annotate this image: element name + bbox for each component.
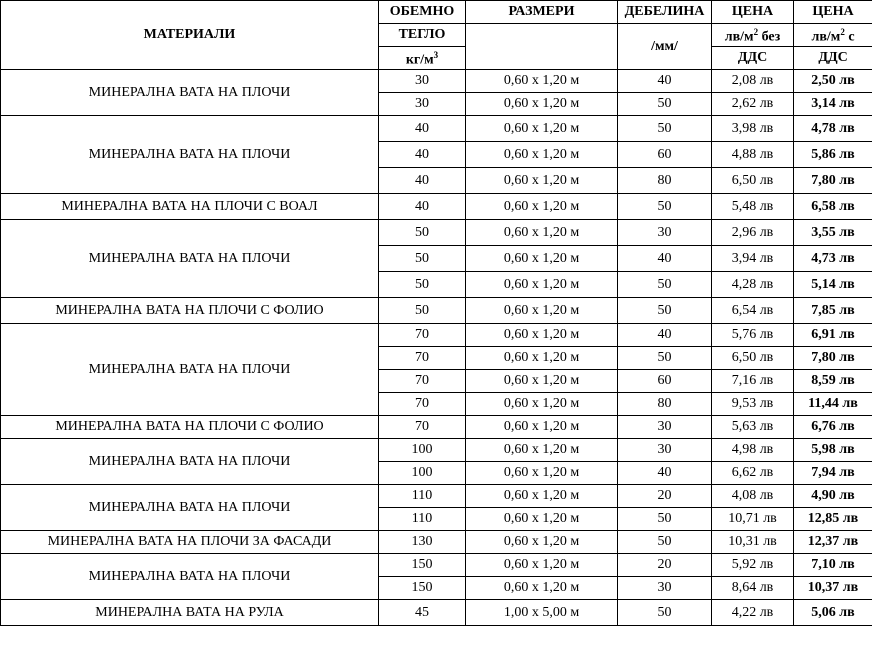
volume-cell: 45 bbox=[379, 600, 466, 626]
volume-cell: 70 bbox=[379, 324, 466, 347]
material-name: МИНЕРАЛНА ВАТА НА ПЛОЧИ bbox=[1, 554, 379, 600]
unit-text: с bbox=[848, 29, 855, 45]
unit-text: лв/м bbox=[724, 29, 754, 45]
header-price-vat-vat: ДДС bbox=[794, 47, 872, 70]
header-size-empty bbox=[466, 24, 618, 70]
header-price-vat-unit bbox=[794, 24, 872, 47]
price-no-vat-cell: 10,31 лв bbox=[712, 531, 794, 554]
price-no-vat-cell: 5,76 лв bbox=[712, 324, 794, 347]
price-vat-cell: 2,50 лв bbox=[794, 70, 872, 93]
price-vat-cell: 7,80 лв bbox=[794, 347, 872, 370]
price-no-vat-cell: 5,63 лв bbox=[712, 416, 794, 439]
price-vat-cell: 3,14 лв bbox=[794, 93, 872, 116]
price-no-vat-cell: 3,98 лв bbox=[712, 116, 794, 142]
volume-cell: 100 bbox=[379, 439, 466, 462]
size-cell: 0,60 х 1,20 м bbox=[466, 462, 618, 485]
table-row bbox=[1, 554, 872, 577]
header-volume-unit bbox=[379, 47, 466, 70]
material-name: МИНЕРАЛНА ВАТА НА ПЛОЧИ С ФОЛИО bbox=[1, 416, 379, 439]
price-vat-cell: 8,59 лв bbox=[794, 370, 872, 393]
price-vat-cell: 7,94 лв bbox=[794, 462, 872, 485]
header-volume-line1: ОБЕМНО bbox=[379, 1, 466, 24]
price-vat-cell: 4,90 лв bbox=[794, 485, 872, 508]
material-name: МИНЕРАЛНА ВАТА НА ПЛОЧИ С ВОАЛ bbox=[1, 194, 379, 220]
price-vat-cell: 3,55 лв bbox=[794, 220, 872, 246]
thickness-cell: 50 bbox=[618, 298, 712, 324]
table-row bbox=[1, 485, 872, 508]
volume-cell: 70 bbox=[379, 393, 466, 416]
volume-cell: 40 bbox=[379, 194, 466, 220]
size-cell: 0,60 х 1,20 м bbox=[466, 577, 618, 600]
price-vat-cell: 7,10 лв bbox=[794, 554, 872, 577]
price-vat-cell: 4,78 лв bbox=[794, 116, 872, 142]
header-thickness-unit: /мм/ bbox=[618, 24, 712, 70]
thickness-cell: 40 bbox=[618, 70, 712, 93]
table-body bbox=[1, 70, 872, 626]
price-vat-cell: 7,80 лв bbox=[794, 168, 872, 194]
header-volume-line2: ТЕГЛО bbox=[379, 24, 466, 47]
size-cell: 0,60 х 1,20 м bbox=[466, 246, 618, 272]
material-name: МИНЕРАЛНА ВАТА НА ПЛОЧИ bbox=[1, 485, 379, 531]
thickness-cell: 60 bbox=[618, 142, 712, 168]
material-name: МИНЕРАЛНА ВАТА НА ПЛОЧИ bbox=[1, 220, 379, 298]
volume-cell: 150 bbox=[379, 577, 466, 600]
thickness-cell: 30 bbox=[618, 577, 712, 600]
size-cell: 0,60 х 1,20 м bbox=[466, 324, 618, 347]
table-row bbox=[1, 600, 872, 626]
thickness-cell: 30 bbox=[618, 416, 712, 439]
price-vat-cell: 12,37 лв bbox=[794, 531, 872, 554]
price-no-vat-cell: 5,48 лв bbox=[712, 194, 794, 220]
material-name: МИНЕРАЛНА ВАТА НА ПЛОЧИ ЗА ФАСАДИ bbox=[1, 531, 379, 554]
price-vat-cell: 6,91 лв bbox=[794, 324, 872, 347]
size-cell: 0,60 х 1,20 м bbox=[466, 298, 618, 324]
price-vat-cell: 7,85 лв bbox=[794, 298, 872, 324]
price-vat-cell: 6,76 лв bbox=[794, 416, 872, 439]
thickness-cell: 30 bbox=[618, 220, 712, 246]
volume-cell: 40 bbox=[379, 168, 466, 194]
size-cell: 0,60 х 1,20 м bbox=[466, 508, 618, 531]
size-cell: 0,60 х 1,20 м bbox=[466, 416, 618, 439]
volume-cell: 30 bbox=[379, 70, 466, 93]
price-no-vat-cell: 4,88 лв bbox=[712, 142, 794, 168]
thickness-cell: 50 bbox=[618, 194, 712, 220]
price-no-vat-cell: 2,96 лв bbox=[712, 220, 794, 246]
table-row bbox=[1, 220, 872, 246]
thickness-cell: 80 bbox=[618, 168, 712, 194]
size-cell: 0,60 х 1,20 м bbox=[466, 142, 618, 168]
unit-superscript: 2 bbox=[840, 27, 845, 38]
volume-cell: 100 bbox=[379, 462, 466, 485]
thickness-cell: 50 bbox=[618, 116, 712, 142]
unit-superscript: 2 bbox=[753, 27, 759, 38]
price-vat-cell: 5,86 лв bbox=[794, 142, 872, 168]
price-vat-cell: 10,37 лв bbox=[794, 577, 872, 600]
size-cell: 0,60 х 1,20 м bbox=[466, 347, 618, 370]
size-cell: 0,60 х 1,20 м bbox=[466, 194, 618, 220]
table-header bbox=[1, 1, 872, 70]
material-name: МИНЕРАЛНА ВАТА НА ПЛОЧИ bbox=[1, 116, 379, 194]
volume-cell: 40 bbox=[379, 116, 466, 142]
price-no-vat-cell: 3,94 лв bbox=[712, 246, 794, 272]
size-cell: 0,60 х 1,20 м bbox=[466, 531, 618, 554]
price-no-vat-cell: 9,53 лв bbox=[712, 393, 794, 416]
table-row bbox=[1, 298, 872, 324]
price-vat-cell: 12,85 лв bbox=[794, 508, 872, 531]
size-cell: 0,60 х 1,20 м bbox=[466, 393, 618, 416]
volume-cell: 70 bbox=[379, 370, 466, 393]
volume-cell: 110 bbox=[379, 508, 466, 531]
volume-cell: 50 bbox=[379, 272, 466, 298]
price-no-vat-cell: 6,50 лв bbox=[712, 168, 794, 194]
volume-cell: 50 bbox=[379, 298, 466, 324]
table-row bbox=[1, 116, 872, 142]
size-cell: 0,60 х 1,20 м bbox=[466, 93, 618, 116]
thickness-cell: 40 bbox=[618, 246, 712, 272]
header-price-no-vat-vat: ДДС bbox=[712, 47, 794, 70]
size-cell: 0,60 х 1,20 м bbox=[466, 168, 618, 194]
size-cell: 1,00 х 5,00 м bbox=[466, 600, 618, 626]
material-name: МИНЕРАЛНА ВАТА НА ПЛОЧИ bbox=[1, 70, 379, 116]
price-no-vat-cell: 6,54 лв bbox=[712, 298, 794, 324]
volume-cell: 70 bbox=[379, 347, 466, 370]
header-thickness: ДЕБЕЛИНА bbox=[618, 1, 712, 24]
price-no-vat-cell: 2,08 лв bbox=[712, 70, 794, 93]
volume-cell: 70 bbox=[379, 416, 466, 439]
unit-text: без bbox=[761, 29, 781, 45]
price-vat-cell: 11,44 лв bbox=[794, 393, 872, 416]
thickness-cell: 80 bbox=[618, 393, 712, 416]
price-no-vat-cell: 7,16 лв bbox=[712, 370, 794, 393]
size-cell: 0,60 х 1,20 м bbox=[466, 439, 618, 462]
thickness-cell: 50 bbox=[618, 600, 712, 626]
table-row bbox=[1, 70, 872, 93]
price-no-vat-cell: 4,22 лв bbox=[712, 600, 794, 626]
volume-cell: 50 bbox=[379, 246, 466, 272]
price-no-vat-cell: 6,50 лв bbox=[712, 347, 794, 370]
price-no-vat-cell: 2,62 лв bbox=[712, 93, 794, 116]
header-size: РАЗМЕРИ bbox=[466, 1, 618, 24]
thickness-cell: 50 bbox=[618, 93, 712, 116]
price-vat-cell: 6,58 лв bbox=[794, 194, 872, 220]
thickness-cell: 30 bbox=[618, 439, 712, 462]
volume-cell: 50 bbox=[379, 220, 466, 246]
size-cell: 0,60 х 1,20 м bbox=[466, 554, 618, 577]
thickness-cell: 20 bbox=[618, 485, 712, 508]
header-materials: МАТЕРИАЛИ bbox=[1, 1, 379, 70]
price-no-vat-cell: 4,08 лв bbox=[712, 485, 794, 508]
volume-cell: 30 bbox=[379, 93, 466, 116]
table-row bbox=[1, 194, 872, 220]
volume-cell: 150 bbox=[379, 554, 466, 577]
thickness-cell: 50 bbox=[618, 531, 712, 554]
price-no-vat-cell: 10,71 лв bbox=[712, 508, 794, 531]
size-cell: 0,60 х 1,20 м bbox=[466, 116, 618, 142]
unit-text: лв/м bbox=[811, 29, 841, 45]
table-row bbox=[1, 531, 872, 554]
size-cell: 0,60 х 1,20 м bbox=[466, 370, 618, 393]
volume-cell: 40 bbox=[379, 142, 466, 168]
material-name: МИНЕРАЛНА ВАТА НА ПЛОЧИ С ФОЛИО bbox=[1, 298, 379, 324]
unit-text: кг/м bbox=[405, 52, 434, 68]
header-price-no-vat-unit bbox=[712, 24, 794, 47]
volume-cell: 110 bbox=[379, 485, 466, 508]
size-cell: 0,60 х 1,20 м bbox=[466, 70, 618, 93]
thickness-cell: 50 bbox=[618, 272, 712, 298]
size-cell: 0,60 х 1,20 м bbox=[466, 220, 618, 246]
thickness-cell: 60 bbox=[618, 370, 712, 393]
size-cell: 0,60 х 1,20 м bbox=[466, 272, 618, 298]
table-row bbox=[1, 324, 872, 347]
thickness-cell: 50 bbox=[618, 347, 712, 370]
unit-superscript: 3 bbox=[433, 50, 439, 61]
header-price-vat: ЦЕНА bbox=[794, 1, 872, 24]
price-no-vat-cell: 4,98 лв bbox=[712, 439, 794, 462]
price-no-vat-cell: 6,62 лв bbox=[712, 462, 794, 485]
material-name: МИНЕРАЛНА ВАТА НА ПЛОЧИ bbox=[1, 324, 379, 416]
price-vat-cell: 5,14 лв bbox=[794, 272, 872, 298]
volume-cell: 130 bbox=[379, 531, 466, 554]
price-vat-cell: 5,06 лв bbox=[794, 600, 872, 626]
price-no-vat-cell: 5,92 лв bbox=[712, 554, 794, 577]
table-row bbox=[1, 439, 872, 462]
price-no-vat-cell: 4,28 лв bbox=[712, 272, 794, 298]
thickness-cell: 20 bbox=[618, 554, 712, 577]
size-cell: 0,60 х 1,20 м bbox=[466, 485, 618, 508]
table-row bbox=[1, 416, 872, 439]
price-vat-cell: 4,73 лв bbox=[794, 246, 872, 272]
price-no-vat-cell: 8,64 лв bbox=[712, 577, 794, 600]
thickness-cell: 50 bbox=[618, 508, 712, 531]
thickness-cell: 40 bbox=[618, 324, 712, 347]
price-vat-cell: 5,98 лв bbox=[794, 439, 872, 462]
thickness-cell: 40 bbox=[618, 462, 712, 485]
header-price-no-vat: ЦЕНА bbox=[712, 1, 794, 24]
material-name: МИНЕРАЛНА ВАТА НА РУЛА bbox=[1, 600, 379, 626]
material-name: МИНЕРАЛНА ВАТА НА ПЛОЧИ bbox=[1, 439, 379, 485]
